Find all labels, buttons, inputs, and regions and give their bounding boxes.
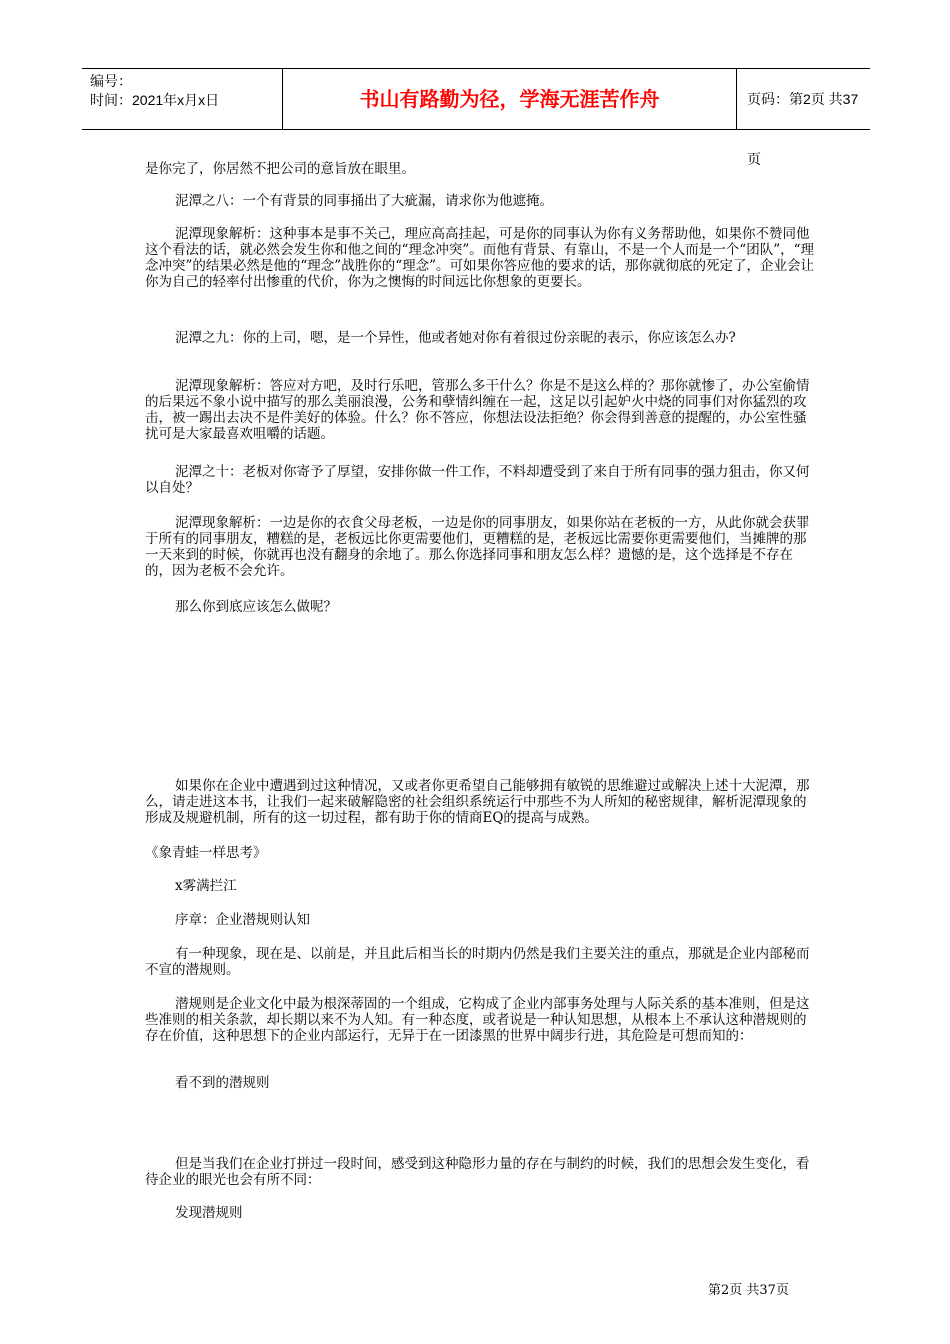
paragraph-trap-8: 泥潭之八：一个有背景的同事捅出了大疵漏，请求你为他遮掩。: [175, 193, 553, 209]
paragraph-intro-2: 潜规则是企业文化中最为根深蒂固的一个组成，它构成了企业内部事务处理与人际关系的基本准则，但是这些准则的相关条款，却长期以来不为人知。有一种态度，或者说是一种认知思想，从根本上不承认这种潜规则的存在价值，这种思想下的企业内部运行，无异于在一团漆黑的世界中阔步行进，其危险是可想而知的：: [145, 996, 810, 1044]
document-number-label: 编号：: [90, 73, 132, 89]
document-date: 时间：2021年x月x日: [90, 92, 220, 108]
paragraph-continuation: 是你完了，你居然不把公司的意旨放在眼里。: [145, 161, 415, 177]
paragraph-trap-10: 泥潭之十：老板对你寄予了厚望，安排你做一件工作，不料却遭受到了来自于所有同事的强力狙击，你又何以自处？: [145, 464, 810, 496]
paragraph-analysis-8: 泥潭现象解析：这种事本是事不关己，理应高高挂起，可是你的同事认为你有义务帮助他，如果你不赞同他这个看法的话，就必然会发生你和他之间的“理念冲突”。而他有背景、有靠山，不是一个人而是一个“团队”，“理念冲突”的结果必然是他的“理念”战胜你的“理念”。可如果你答应他的要求的话，那你就彻底的死定了，企业会让你为自己的轻率付出惨重的代价，你为之懊悔的时间远比你想象的更要长。: [145, 226, 815, 290]
paragraph-intro-1: 有一种现象，现在是、以前是，并且此后相当长的时期内仍然是我们主要关注的重点，那就是企业内部秘而不宣的潜规则。: [145, 946, 810, 978]
paragraph-question: 那么你到底应该怎么做呢？: [175, 599, 337, 615]
paragraph-invitation: 如果你在企业中遭遇到过这种情况，又或者你更希望自己能够拥有敏锐的思维避过或解决上述十大泥潭，那么，请走进这本书，让我们一起来破解隐密的社会组织系统运行中那些不为人所知的秘密规律，解析泥潭现象的形成及规避机制，所有的这一切过程，都有助于你的情商EQ的提高与成熟。: [145, 778, 810, 826]
chapter-title: 序章：企业潜规则认知: [175, 912, 310, 928]
page-footer: 第2页 共37页: [708, 1283, 789, 1298]
header-motto: 书山有路勤为径，学海无涯苦作舟: [282, 69, 737, 129]
paragraph-analysis-10: 泥潭现象解析：一边是你的衣食父母老板，一边是你的同事朋友，如果你站在老板的一方，从此你就会获罪于所有的同事朋友，糟糕的是，老板远比你更需要他们，更糟糕的是，老板远比需要你更需要他们，当摊牌的那一天来到的时候，你就再也没有翻身的余地了。那么你选择同事和朋友怎么样？遗憾的是，这个选择是不存在的，因为老板不会允许。: [145, 515, 810, 579]
paragraph-trap-9: 泥潭之九：你的上司，嗯，是一个异性，他或者她对你有着很过份亲昵的表示，你应该怎么办?: [175, 330, 736, 346]
book-title: 《象青蛙一样思考》: [145, 845, 267, 861]
paragraph-intro-3: 但是当我们在企业打拼过一段时间，感受到这种隐形力量的存在与制约的时候，我们的思想会发生变化，看待企业的眼光也会有所不同：: [145, 1156, 810, 1188]
header-page-info: 页码：第2页 共37页: [747, 91, 859, 167]
label-discover-rules: 发现潜规则: [175, 1205, 243, 1221]
label-invisible-rules: 看不到的潜规则: [175, 1075, 270, 1091]
page-header: [82, 68, 870, 167]
header-meta: [82, 69, 282, 129]
paragraph-analysis-9: 泥潭现象解析：答应对方吧，及时行乐吧，管那么多干什么？你是不是这么样的？那你就惨了，办公室偷情的后果远不象小说中描写的那么美丽浪漫，公务和孽情纠缠在一起，这足以引起妒火中烧的同事们对你猛烈的攻击，被一踢出去决不是件美好的体验。什么？你不答应，你想法设法拒绝？你会得到善意的提醒的，办公室性骚扰可是大家最喜欢咀嚼的话题。: [145, 378, 810, 442]
book-author: x雾满拦江: [175, 878, 237, 894]
